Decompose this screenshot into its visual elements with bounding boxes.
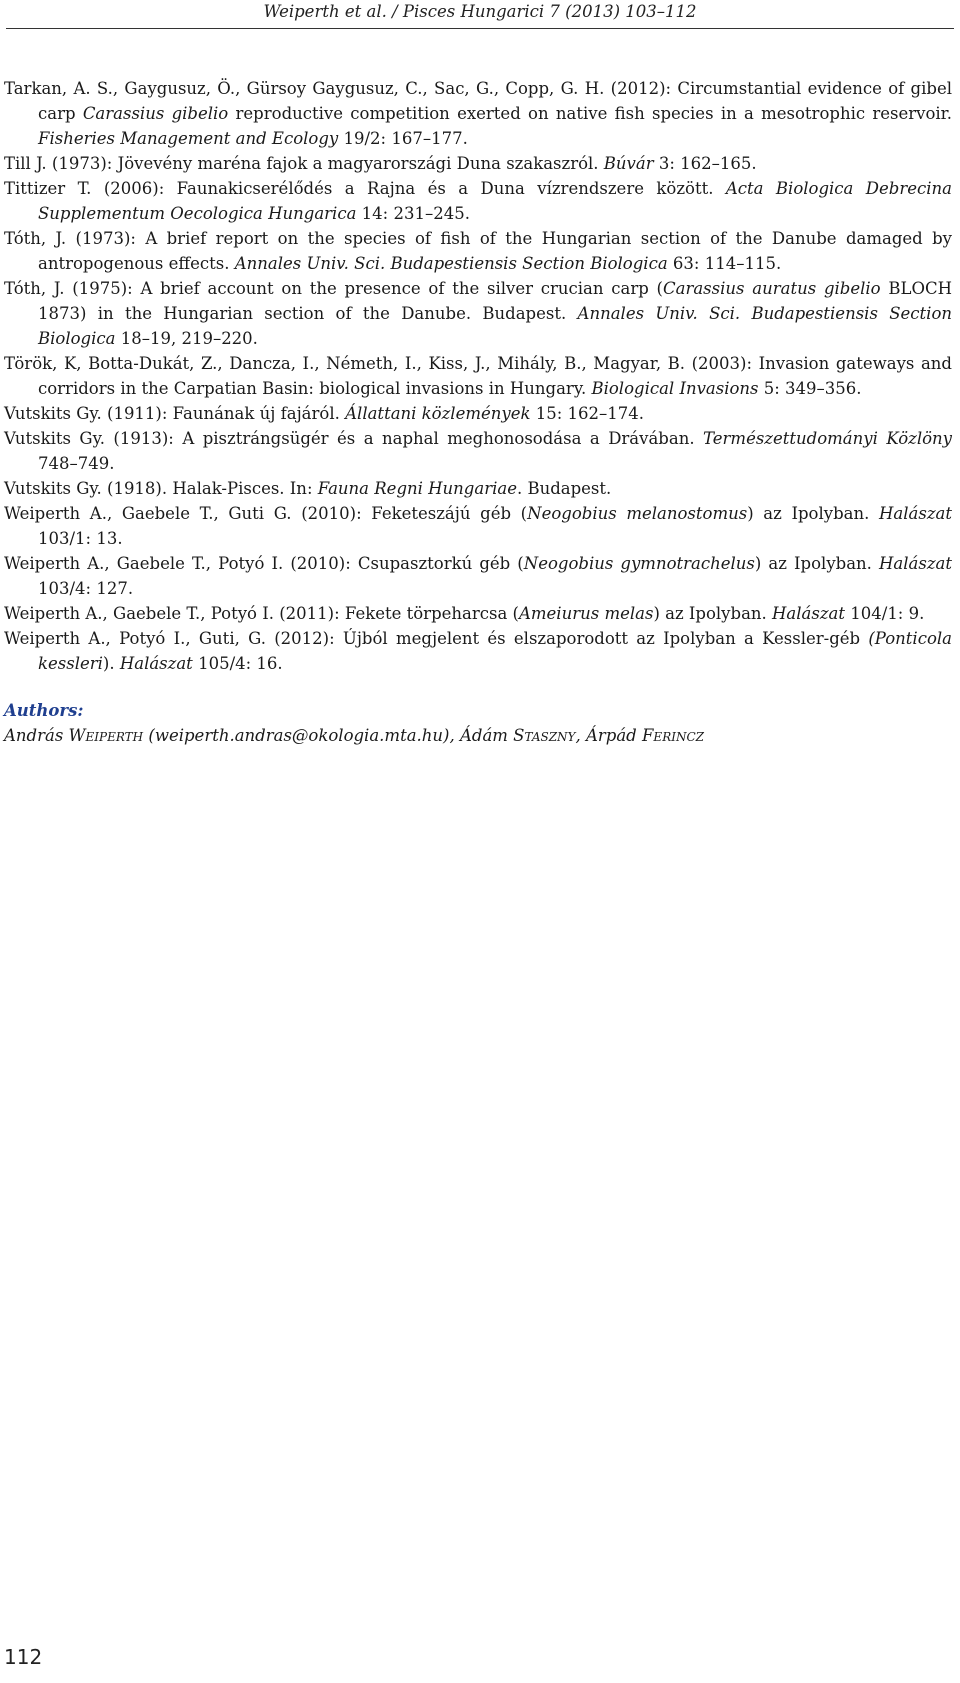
reference-entry [4,76,952,151]
reference-italic-text: (Ponticola kessleri [38,629,952,673]
reference-text: ) az Ipolyban. [653,604,773,623]
reference-text: 19/2: 167–177. [338,129,468,148]
reference-text: reproductive competition exerted on native fish species in a mesotrophic reservoir. [228,104,952,123]
reference-list [4,76,952,676]
reference-italic-text: Neogobius melanostomus [527,504,748,523]
reference-italic-text: Annales Univ. Sci. Budapestiensis Section Biologica [234,254,668,273]
reference-entry [4,151,952,176]
reference-italic-text: Neogobius gymnotrachelus [523,554,755,573]
reference-text: Tóth, J. (1975): A brief account on the presence of the silver crucian carp ( [4,279,663,298]
reference-italic-text: Acta Biologica Debrecina Supplementum Oecologica Hungarica [38,179,952,223]
reference-text: BLOCH 1873) in the Hungarian section of the Danube. Budapest. [38,279,953,323]
reference-text: 14: 231–245. [356,204,470,223]
reference-text: Vutskits Gy. (1918). Halak-Pisces. In: [4,479,318,498]
author-text: (weiperth.andras@okologia.mta.hu), Ádám [143,726,514,745]
reference-italic-text: Biological Invasions [591,379,759,398]
reference-text: Till J. (1973): Jövevény maréna fajok a magyarországi Duna szakaszról. [4,154,604,173]
reference-text: Török, K, Botta-Dukát, Z., Dancza, I., Németh, I., Kiss, J., Mihály, B., Magyar, B. (2003): Invasion gateways and corridors in the Carpatian Basin: biological invasions in Hungary. [4,354,952,398]
reference-italic-text: Carassius auratus gibelio [663,279,881,298]
reference-italic-text: Carassius gibelio [82,104,229,123]
reference-text: Vutskits Gy. (1911): Faunának új fajáról. [4,404,346,423]
reference-text: 15: 162–174. [530,404,644,423]
reference-text: Weiperth A., Potyó I., Guti, G. (2012): Újból megjelent és elszaporodott az Ipolyban a Kessler-géb [4,629,869,648]
page-number: 112 [4,1645,43,1669]
reference-text: ) az Ipolyban. [747,504,880,523]
reference-italic-text: Halászat [879,554,952,573]
reference-italic-text: Ameiurus melas [518,604,654,623]
reference-text: 103/4: 127. [38,579,134,598]
reference-text: 18–19, 219–220. [115,329,258,348]
reference-entry [4,401,952,426]
author-text: András [4,726,69,745]
reference-entry [4,501,952,551]
reference-text: Weiperth A., Gaebele T., Potyó I. (2011): Fekete törpeharcsa ( [4,604,519,623]
reference-entry [4,351,952,401]
reference-entry [4,176,952,226]
reference-entry [4,601,952,626]
reference-italic-text: Halászat [119,654,193,673]
reference-text: . Budapest. [516,479,612,498]
reference-italic-text: Állattani közlemények [345,404,531,423]
reference-italic-text: Természettudományi Közlöny [703,429,952,448]
reference-italic-text: Halászat [772,604,846,623]
reference-text: 748–749. [38,454,115,473]
reference-italic-text: Búvár [603,154,654,173]
reference-entry [4,226,952,276]
reference-text: 105/4: 16. [192,654,283,673]
reference-italic-text: Annales Univ. Sci. Budapestiensis Section Biologica [38,304,953,348]
reference-text: Tarkan, A. S., Gaygusuz, Ö., Gürsoy Gaygusuz, C., Sac, G., Copp, G. H. (2012): Circumstantial evidence of gibel carp [4,79,952,123]
reference-text: Weiperth A., Gaebele T., Guti G. (2010): Feketeszájú géb ( [4,504,528,523]
reference-text: 63: 114–115. [667,254,782,273]
reference-text: ) az Ipolyban. [754,554,880,573]
reference-text: 3: 162–165. [653,154,757,173]
reference-entry [4,551,952,601]
reference-entry [4,276,952,351]
authors-label: Authors: [4,701,84,720]
reference-text: Vutskits Gy. (1913): A pisztrángsügér és a naphal meghonosodása a Drávában. [4,429,704,448]
reference-italic-text: Fisheries Management and Ecology [38,129,339,148]
reference-text: 5: 349–356. [758,379,862,398]
reference-text: Weiperth A., Gaebele T., Potyó I. (2010): Csupasztorkú géb ( [4,554,524,573]
reference-text: 103/1: 13. [38,529,123,548]
reference-text: Tóth, J. (1973): A brief report on the species of fish of the Hungarian section of the Danube damaged by antropogenous effects. [4,229,952,273]
reference-entry [4,426,952,476]
author-surname: Ferincz [641,726,704,745]
author-surname: Weiperth [68,726,144,745]
reference-italic-text: Halászat [879,504,952,523]
header-rule [6,28,954,29]
reference-entry [4,476,952,501]
reference-italic-text: Fauna Regni Hungariae [317,479,517,498]
reference-text: 104/1: 9. [845,604,925,623]
authors-section [4,698,952,748]
author-surname: Staszny [513,726,576,745]
running-head: Weiperth et al. / Pisces Hungarici 7 (2013) 103–112 [263,2,697,21]
author-text: , Árpád [575,726,642,745]
reference-entry [4,626,952,676]
authors-line [4,723,952,748]
reference-text: Tittizer T. (2006): Faunakicserélődés a Rajna és a Duna vízrendszere között. [4,179,726,198]
reference-text: ). [102,654,120,673]
